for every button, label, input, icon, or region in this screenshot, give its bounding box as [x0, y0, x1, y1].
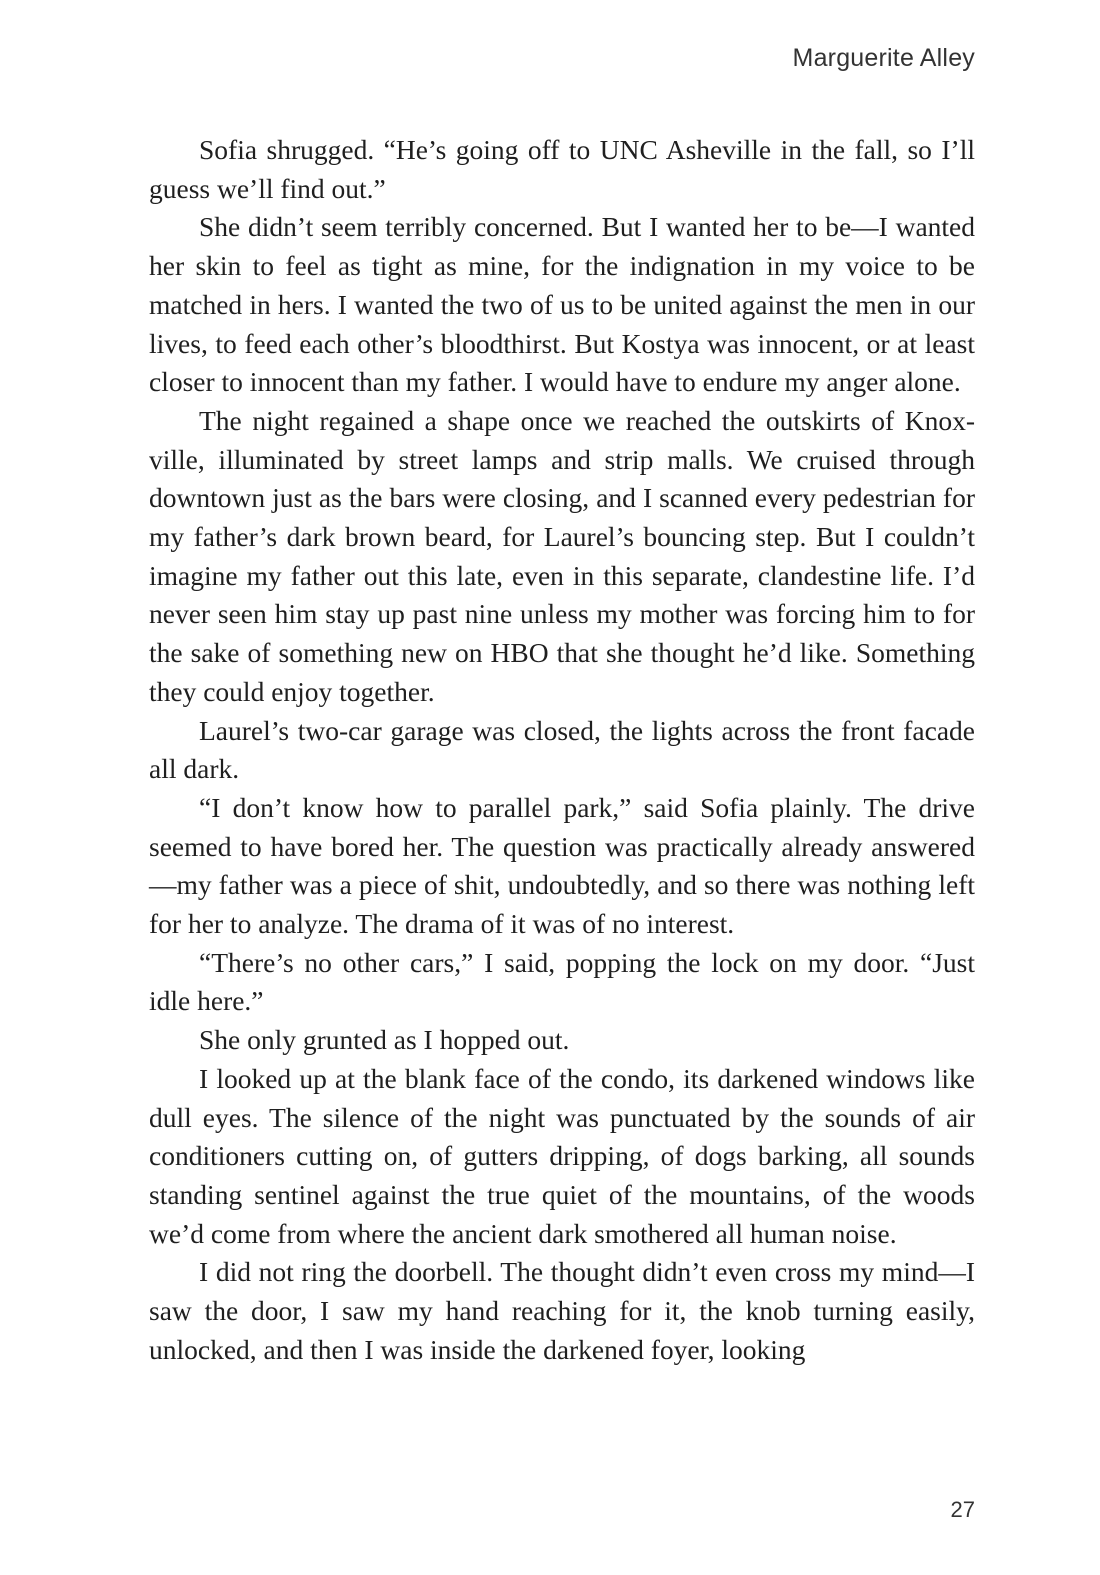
paragraph: Sofia shrugged. “He’s going off to UNC Asheville in the fall, so I’ll guess we’ll find out.”	[149, 134, 975, 204]
paragraph: “I don’t know how to parallel park,” said Sofia plainly. The drive seemed to have bored her. The question was practically already answered—my father was a piece of shit, undoubtedly, and so there was nothing left for her to analyze. The drama of it was of no interest.	[149, 791, 975, 940]
paragraph: I did not ring the doorbell. The thought didn’t even cross my mind—I saw the door, I saw my hand reaching for it, the knob turning easily, unlocked, and then I was inside the darkened foyer, looking	[149, 1256, 975, 1365]
paragraph: The night regained a shape once we reached the outskirts of Knoxville, illuminated by street lamps and strip malls. We cruised through downtown just as the bars were closing, and I scanned every pedestrian for my father’s dark brown beard, for Laurel’s bouncing step. But I couldn’t imagine my father out this late, even in this separate, clandestine life. I’d never seen him stay up past nine unless my mother was forcing him to for the sake of something new on HBO that she thought he’d like. Something they could enjoy together.	[149, 404, 975, 707]
body-text	[149, 131, 975, 1370]
paragraph: She only grunted as I hopped out.	[199, 1024, 570, 1056]
paragraph: Laurel’s two-car garage was closed, the lights across the front facade all dark.	[149, 714, 975, 785]
page-number: 27	[950, 1497, 975, 1522]
running-head: Marguerite Alley	[792, 44, 975, 72]
paragraph: “There’s no other cars,” I said, popping the lock on my door. “Just idle here.”	[149, 946, 975, 1017]
paragraph: I looked up at the blank face of the condo, its darkened windows like dull eyes. The silence of the night was punctuated by the sounds of air conditioners cutting on, of gutters dripping, of dogs barking, all sounds standing sentinel against the true quiet of the mountains, of the woods we’d come from where the ancient dark smothered all human noise.	[149, 1062, 975, 1249]
paragraph: She didn’t seem terribly concerned. But I wanted her to be—I wanted her skin to feel as tight as mine, for the indignation in my voice to be matched in hers. I wanted the two of us to be united against the men in our lives, to feed each other’s bloodthirst. But Kostya was innocent, or at least closer to innocent than my father. I would have to endure my anger alone.	[149, 211, 975, 398]
